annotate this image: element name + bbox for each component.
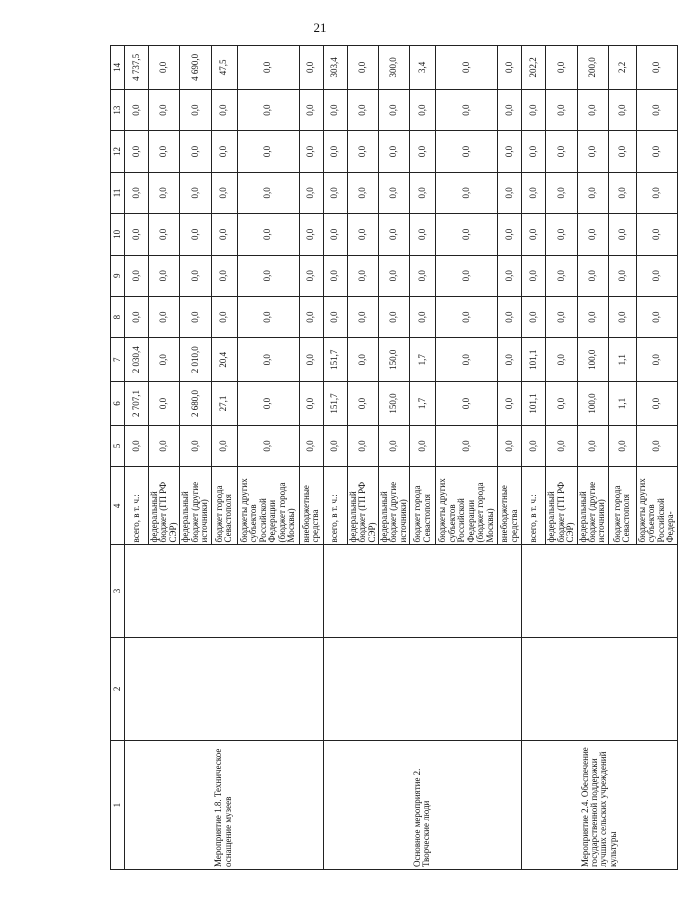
value-cell: 0,0 [436, 255, 498, 296]
value-cell: 0,0 [237, 338, 299, 382]
value-cell: 0,0 [410, 425, 436, 466]
value-cell: 0,0 [237, 46, 299, 90]
value-cell: 0,0 [378, 89, 409, 130]
value-cell: 0,0 [237, 172, 299, 213]
value-cell: 0,0 [546, 214, 577, 255]
value-cell: 101,1 [522, 338, 546, 382]
column-header-12: 12 [111, 131, 125, 172]
value-cell: 0,0 [498, 425, 522, 466]
value-cell: 0,0 [237, 425, 299, 466]
value-cell: 0,0 [323, 214, 347, 255]
value-cell: 0,0 [323, 131, 347, 172]
table-row [125, 46, 149, 870]
value-cell: 0,0 [125, 89, 149, 130]
value-cell: 0,0 [636, 255, 677, 296]
funding-source: федеральный бюджет (другие источники) [577, 467, 608, 545]
value-cell: 0,0 [436, 382, 498, 426]
value-cell: 0,0 [608, 296, 636, 337]
value-cell: 0,0 [436, 172, 498, 213]
value-cell: 0,0 [211, 425, 237, 466]
value-cell: 0,0 [410, 255, 436, 296]
value-cell: 47,5 [211, 46, 237, 90]
value-cell: 0,0 [546, 382, 577, 426]
value-cell: 0,0 [149, 131, 180, 172]
value-cell: 0,0 [323, 425, 347, 466]
value-cell: 0,0 [125, 425, 149, 466]
value-cell: 0,0 [299, 296, 323, 337]
value-cell: 200,0 [577, 46, 608, 90]
value-cell: 0,0 [498, 296, 522, 337]
column-header-2: 2 [111, 637, 125, 741]
value-cell: 303,4 [323, 46, 347, 90]
value-cell: 0,0 [522, 255, 546, 296]
value-cell: 0,0 [299, 214, 323, 255]
funding-source: бюджет города Севастополя [608, 467, 636, 545]
value-cell: 0,0 [436, 89, 498, 130]
value-cell: 0,0 [347, 255, 378, 296]
value-cell: 0,0 [378, 296, 409, 337]
funding-source: федеральный бюджет (ГП РФ СЭР) [347, 467, 378, 545]
funding-source: бюджет города Севастополя [211, 467, 237, 545]
funding-source: бюджеты других субъектов Российской Федерации (бюджет города Москвы) [237, 467, 299, 545]
value-cell: 0,0 [347, 296, 378, 337]
value-cell: 0,0 [299, 382, 323, 426]
value-cell: 0,0 [608, 255, 636, 296]
value-cell: 0,0 [498, 382, 522, 426]
value-cell: 3,4 [410, 46, 436, 90]
value-cell: 0,0 [125, 131, 149, 172]
value-cell: 0,0 [149, 425, 180, 466]
value-cell: 0,0 [546, 255, 577, 296]
column-header-8: 8 [111, 296, 125, 337]
value-cell: 0,0 [180, 425, 211, 466]
value-cell: 0,0 [577, 131, 608, 172]
value-cell: 0,0 [410, 89, 436, 130]
value-cell: 0,0 [498, 255, 522, 296]
value-cell: 0,0 [546, 425, 577, 466]
value-cell: 2,2 [608, 46, 636, 90]
column-header-6: 6 [111, 382, 125, 426]
empty-cell [522, 545, 677, 637]
column-header-14: 14 [111, 46, 125, 90]
value-cell: 0,0 [347, 131, 378, 172]
value-cell: 0,0 [498, 214, 522, 255]
value-cell: 0,0 [125, 214, 149, 255]
value-cell: 2 707,1 [125, 382, 149, 426]
value-cell: 0,0 [299, 425, 323, 466]
table-row [323, 46, 347, 870]
value-cell: 0,0 [237, 214, 299, 255]
empty-cell [323, 637, 522, 741]
value-cell: 151,7 [323, 382, 347, 426]
value-cell: 0,0 [546, 131, 577, 172]
value-cell: 0,0 [410, 172, 436, 213]
empty-cell [522, 637, 677, 741]
value-cell: 0,0 [347, 425, 378, 466]
value-cell: 150,0 [378, 338, 409, 382]
value-cell: 0,0 [149, 382, 180, 426]
value-cell: 1,1 [608, 338, 636, 382]
value-cell: 0,0 [410, 296, 436, 337]
value-cell: 0,0 [125, 255, 149, 296]
funding-source: всего, в т. ч.: [323, 467, 347, 545]
value-cell: 0,0 [522, 131, 546, 172]
value-cell: 0,0 [522, 172, 546, 213]
value-cell: 0,0 [522, 89, 546, 130]
page-number: 21 [313, 20, 327, 35]
value-cell: 0,0 [436, 296, 498, 337]
value-cell: 0,0 [498, 89, 522, 130]
funding-source: федеральный бюджет (другие источники) [378, 467, 409, 545]
value-cell: 0,0 [347, 46, 378, 90]
value-cell: 1,7 [410, 382, 436, 426]
value-cell: 0,0 [347, 172, 378, 213]
value-cell: 0,0 [149, 296, 180, 337]
value-cell: 0,0 [577, 296, 608, 337]
value-cell: 0,0 [522, 214, 546, 255]
value-cell: 27,1 [211, 382, 237, 426]
column-header-4: 4 [111, 467, 125, 545]
value-cell: 0,0 [522, 425, 546, 466]
value-cell: 0,0 [180, 172, 211, 213]
funding-source: всего, в т. ч.: [522, 467, 546, 545]
empty-cell [125, 637, 324, 741]
value-cell: 0,0 [636, 89, 677, 130]
empty-cell [323, 545, 522, 637]
value-cell: 0,0 [577, 172, 608, 213]
header-row [111, 46, 125, 870]
value-cell: 0,0 [636, 46, 677, 90]
value-cell: 0,0 [237, 131, 299, 172]
value-cell: 0,0 [498, 172, 522, 213]
value-cell: 0,0 [522, 296, 546, 337]
value-cell: 101,1 [522, 382, 546, 426]
value-cell: 0,0 [347, 89, 378, 130]
value-cell: 0,0 [299, 172, 323, 213]
column-header-5: 5 [111, 425, 125, 466]
funding-source: внебюджетные средства [299, 467, 323, 545]
value-cell: 0,0 [180, 255, 211, 296]
value-cell: 0,0 [636, 338, 677, 382]
value-cell: 0,0 [299, 255, 323, 296]
measure-title: Мероприятие 1.8. Техническое оснащение музеев [125, 741, 324, 870]
value-cell: 0,0 [636, 382, 677, 426]
value-cell: 0,0 [436, 46, 498, 90]
value-cell: 100,0 [577, 382, 608, 426]
funding-source: внебюджетные средства [498, 467, 522, 545]
value-cell: 0,0 [636, 172, 677, 213]
value-cell: 4 690,0 [180, 46, 211, 90]
value-cell: 0,0 [608, 131, 636, 172]
value-cell: 0,0 [436, 214, 498, 255]
value-cell: 150,0 [378, 382, 409, 426]
column-header-9: 9 [111, 255, 125, 296]
measure-title: Мероприятие 2.4. Обеспечение государственной поддержки лучших сельских учреждений культуры [522, 741, 677, 870]
column-header-7: 7 [111, 338, 125, 382]
value-cell: 300,0 [378, 46, 409, 90]
value-cell: 20,4 [211, 338, 237, 382]
value-cell: 2 680,0 [180, 382, 211, 426]
column-header-1: 1 [111, 741, 125, 870]
value-cell: 0,0 [180, 214, 211, 255]
value-cell: 0,0 [498, 131, 522, 172]
value-cell: 0,0 [577, 425, 608, 466]
value-cell: 0,0 [323, 296, 347, 337]
table-row [522, 46, 546, 870]
column-header-13: 13 [111, 89, 125, 130]
value-cell: 0,0 [410, 214, 436, 255]
value-cell: 0,0 [149, 338, 180, 382]
value-cell: 0,0 [498, 338, 522, 382]
value-cell: 0,0 [436, 131, 498, 172]
value-cell: 0,0 [211, 214, 237, 255]
value-cell: 0,0 [577, 255, 608, 296]
value-cell: 0,0 [436, 425, 498, 466]
value-cell: 0,0 [149, 214, 180, 255]
value-cell: 0,0 [299, 131, 323, 172]
finance-table [110, 45, 678, 870]
value-cell: 0,0 [608, 89, 636, 130]
value-cell: 151,7 [323, 338, 347, 382]
value-cell: 0,0 [211, 89, 237, 130]
value-cell: 0,0 [211, 172, 237, 213]
value-cell: 0,0 [323, 89, 347, 130]
value-cell: 0,0 [636, 425, 677, 466]
value-cell: 0,0 [299, 46, 323, 90]
value-cell: 0,0 [577, 89, 608, 130]
column-header-11: 11 [111, 172, 125, 213]
value-cell: 0,0 [299, 338, 323, 382]
value-cell: 202,2 [522, 46, 546, 90]
value-cell: 0,0 [546, 338, 577, 382]
column-header-10: 10 [111, 214, 125, 255]
value-cell: 0,0 [498, 46, 522, 90]
value-cell: 0,0 [546, 172, 577, 213]
value-cell: 0,0 [149, 46, 180, 90]
funding-source: бюджеты других субъектов Российской Федерации (бюджет города Москвы) [436, 467, 498, 545]
value-cell: 0,0 [180, 89, 211, 130]
value-cell: 0,0 [211, 131, 237, 172]
measure-title: Основное мероприятие 2. Творческие люди [323, 741, 522, 870]
value-cell: 0,0 [125, 172, 149, 213]
value-cell: 0,0 [546, 46, 577, 90]
value-cell: 0,0 [636, 296, 677, 337]
value-cell: 2 010,0 [180, 338, 211, 382]
value-cell: 0,0 [323, 172, 347, 213]
value-cell: 0,0 [323, 255, 347, 296]
value-cell: 100,0 [577, 338, 608, 382]
value-cell: 4 737,5 [125, 46, 149, 90]
funding-source: федеральный бюджет (ГП РФ СЭР) [149, 467, 180, 545]
column-header-3: 3 [111, 545, 125, 637]
funding-source: бюджеты других субъектов Российской Федера- [636, 467, 677, 545]
value-cell: 0,0 [347, 338, 378, 382]
value-cell: 0,0 [636, 131, 677, 172]
value-cell: 0,0 [636, 214, 677, 255]
funding-source: всего, в т. ч.: [125, 467, 149, 545]
value-cell: 0,0 [237, 382, 299, 426]
value-cell: 0,0 [180, 131, 211, 172]
value-cell: 0,0 [378, 255, 409, 296]
value-cell: 0,0 [299, 89, 323, 130]
value-cell: 0,0 [608, 172, 636, 213]
value-cell: 0,0 [237, 296, 299, 337]
table-body [125, 46, 678, 870]
value-cell: 0,0 [237, 89, 299, 130]
value-cell: 0,0 [347, 214, 378, 255]
value-cell: 0,0 [211, 296, 237, 337]
value-cell: 0,0 [378, 172, 409, 213]
value-cell: 0,0 [378, 425, 409, 466]
funding-source: бюджет города Севастополя [410, 467, 436, 545]
value-cell: 0,0 [608, 214, 636, 255]
value-cell: 0,0 [436, 338, 498, 382]
value-cell: 0,0 [577, 214, 608, 255]
value-cell: 0,0 [125, 296, 149, 337]
funding-source: федеральный бюджет (ГП РФ СЭР) [546, 467, 577, 545]
value-cell: 0,0 [149, 89, 180, 130]
value-cell: 1,1 [608, 382, 636, 426]
value-cell: 0,0 [608, 425, 636, 466]
value-cell: 0,0 [237, 255, 299, 296]
value-cell: 0,0 [211, 255, 237, 296]
value-cell: 0,0 [378, 131, 409, 172]
value-cell: 2 030,4 [125, 338, 149, 382]
value-cell: 0,0 [347, 382, 378, 426]
value-cell: 0,0 [410, 131, 436, 172]
value-cell: 0,0 [180, 296, 211, 337]
table-container [110, 45, 676, 870]
value-cell: 0,0 [378, 214, 409, 255]
value-cell: 0,0 [149, 255, 180, 296]
empty-cell [125, 545, 324, 637]
value-cell: 0,0 [149, 172, 180, 213]
value-cell: 1,7 [410, 338, 436, 382]
funding-source: федеральный бюджет (другие источники) [180, 467, 211, 545]
value-cell: 0,0 [546, 296, 577, 337]
value-cell: 0,0 [546, 89, 577, 130]
